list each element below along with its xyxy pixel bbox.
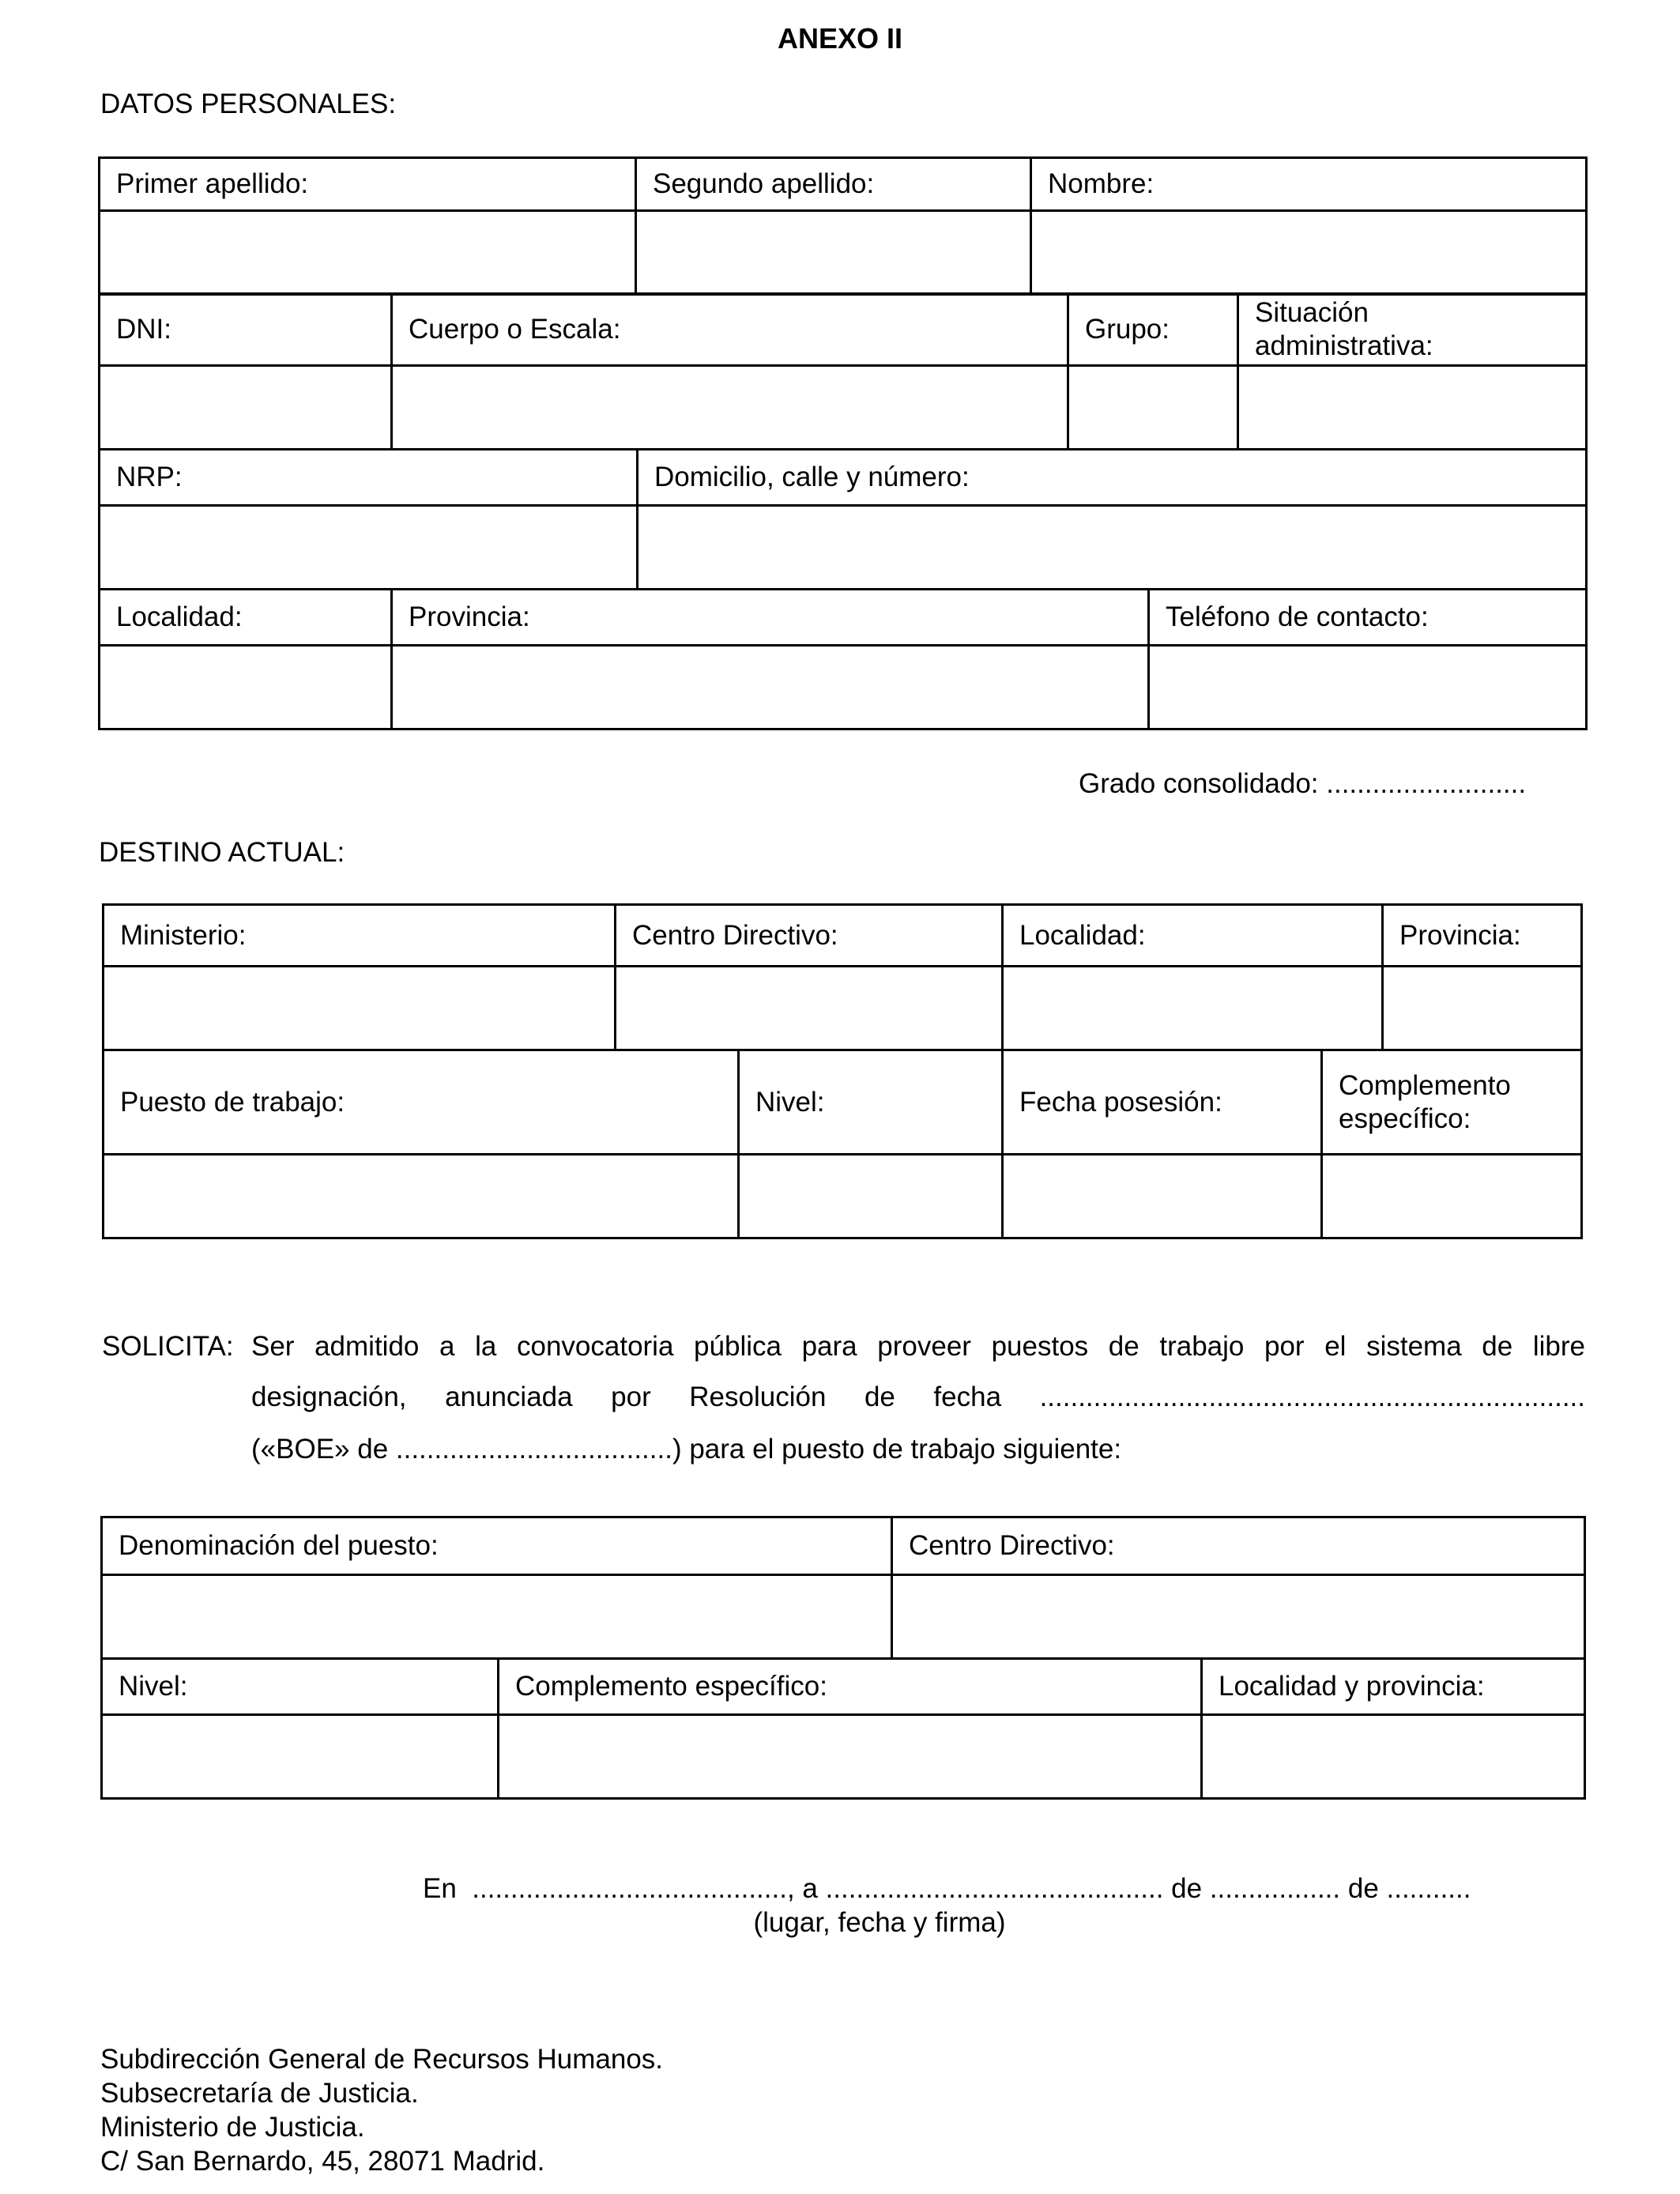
- label-primer-apellido: Primer apellido:: [100, 158, 636, 211]
- grado-consolidado: Grado consolidado: ..........................: [1079, 768, 1527, 799]
- field-cuerpo-escala[interactable]: [392, 366, 1068, 450]
- label-puesto-trabajo: Puesto de trabajo:: [104, 1050, 739, 1155]
- label-domicilio: Domicilio, calle y número:: [638, 450, 1587, 506]
- field-provincia[interactable]: [392, 646, 1149, 729]
- field-dni[interactable]: [100, 366, 392, 450]
- label-denominacion-puesto: Denominación del puesto:: [102, 1517, 892, 1575]
- label-complemento-line2: específico:: [1339, 1103, 1471, 1134]
- label-situacion-line2: administrativa:: [1255, 330, 1433, 361]
- field-nivel-destino[interactable]: [739, 1155, 1003, 1238]
- solicita-line3: («BOE» de ....................................) para el puesto de trabajo siguiente:: [251, 1434, 1122, 1465]
- field-ministerio[interactable]: [104, 967, 616, 1050]
- label-localidad-provincia: Localidad y provincia:: [1202, 1659, 1585, 1715]
- label-nivel-destino: Nivel:: [739, 1050, 1003, 1155]
- label-situacion-administrativa: [1238, 294, 1587, 366]
- footer-line: Subsecretaría de Justicia.: [100, 2078, 419, 2109]
- field-nrp[interactable]: [100, 506, 638, 590]
- footer-line: Subdirección General de Recursos Humanos.: [100, 2044, 664, 2075]
- label-ministerio: Ministerio:: [104, 905, 616, 967]
- footer-line: Ministerio de Justicia.: [100, 2112, 365, 2143]
- field-nombre[interactable]: [1031, 211, 1587, 295]
- field-nivel-solicitado[interactable]: [102, 1715, 499, 1799]
- field-primer-apellido[interactable]: [100, 211, 636, 295]
- label-fecha-posesion: Fecha posesión:: [1003, 1050, 1322, 1155]
- footer-line: C/ San Bernardo, 45, 28071 Madrid.: [100, 2146, 545, 2177]
- datos-personales-table-row3: [98, 448, 1588, 590]
- label-complemento-solicitado: Complemento específico:: [499, 1659, 1202, 1715]
- field-segundo-apellido[interactable]: [636, 211, 1031, 295]
- label-cuerpo-escala: Cuerpo o Escala:: [392, 294, 1068, 366]
- section-heading-datos-personales: DATOS PERSONALES:: [100, 89, 397, 119]
- field-denominacion-puesto[interactable]: [102, 1575, 892, 1659]
- field-fecha-posesion[interactable]: [1003, 1155, 1322, 1238]
- destino-actual-table-row2: [102, 1049, 1583, 1239]
- label-centro-directivo-solicitado: Centro Directivo:: [892, 1517, 1585, 1575]
- datos-personales-table: [98, 156, 1588, 296]
- datos-personales-table-row4: [98, 588, 1588, 730]
- field-centro-directivo[interactable]: [616, 967, 1003, 1050]
- field-localidad-provincia[interactable]: [1202, 1715, 1585, 1799]
- firma-caption: (lugar, fecha y firma): [753, 1907, 1006, 1938]
- section-heading-destino-actual: DESTINO ACTUAL:: [99, 837, 345, 868]
- field-situacion-administrativa[interactable]: [1238, 366, 1587, 450]
- field-domicilio[interactable]: [638, 506, 1587, 590]
- field-localidad[interactable]: [100, 646, 392, 729]
- solicita-label: SOLICITA:: [102, 1331, 234, 1362]
- footer-address: [100, 2042, 663, 2178]
- label-nrp: NRP:: [100, 450, 638, 506]
- firma-line: En ........................................., a ............................................ de ................. de ...........: [423, 1873, 1471, 1904]
- label-situacion-line1: Situación: [1255, 297, 1369, 328]
- solicita-line2: designación, anunciada por Resolución de fecha .......................................................................: [251, 1382, 1585, 1412]
- field-centro-directivo-solicitado[interactable]: [892, 1575, 1585, 1659]
- label-provincia: Provincia:: [392, 590, 1149, 646]
- label-localidad: Localidad:: [100, 590, 392, 646]
- field-complemento-especifico[interactable]: [1322, 1155, 1582, 1238]
- field-localidad-destino[interactable]: [1003, 967, 1383, 1050]
- label-telefono: Teléfono de contacto:: [1149, 590, 1587, 646]
- label-complemento-line1: Complemento: [1339, 1069, 1511, 1101]
- label-localidad-destino: Localidad:: [1003, 905, 1383, 967]
- field-complemento-solicitado[interactable]: [499, 1715, 1202, 1799]
- field-puesto-trabajo[interactable]: [104, 1155, 739, 1238]
- puesto-solicitado-table-row2: [100, 1657, 1586, 1800]
- field-telefono[interactable]: [1149, 646, 1587, 729]
- label-grupo: Grupo:: [1068, 294, 1238, 366]
- page-title: ANEXO II: [777, 22, 903, 55]
- label-dni: DNI:: [100, 294, 392, 366]
- field-grupo[interactable]: [1068, 366, 1238, 450]
- label-nombre: Nombre:: [1031, 158, 1587, 211]
- solicita-line1: Ser admitido a la convocatoria pública para proveer puestos de trabajo por el sistema de libre: [251, 1331, 1585, 1362]
- datos-personales-table-row2: [98, 292, 1588, 450]
- destino-actual-table: [102, 903, 1583, 1051]
- puesto-solicitado-table: [100, 1516, 1586, 1660]
- label-provincia-destino: Provincia:: [1383, 905, 1582, 967]
- field-provincia-destino[interactable]: [1383, 967, 1582, 1050]
- label-complemento-especifico: [1322, 1050, 1582, 1155]
- label-nivel-solicitado: Nivel:: [102, 1659, 499, 1715]
- label-segundo-apellido: Segundo apellido:: [636, 158, 1031, 211]
- label-centro-directivo: Centro Directivo:: [616, 905, 1003, 967]
